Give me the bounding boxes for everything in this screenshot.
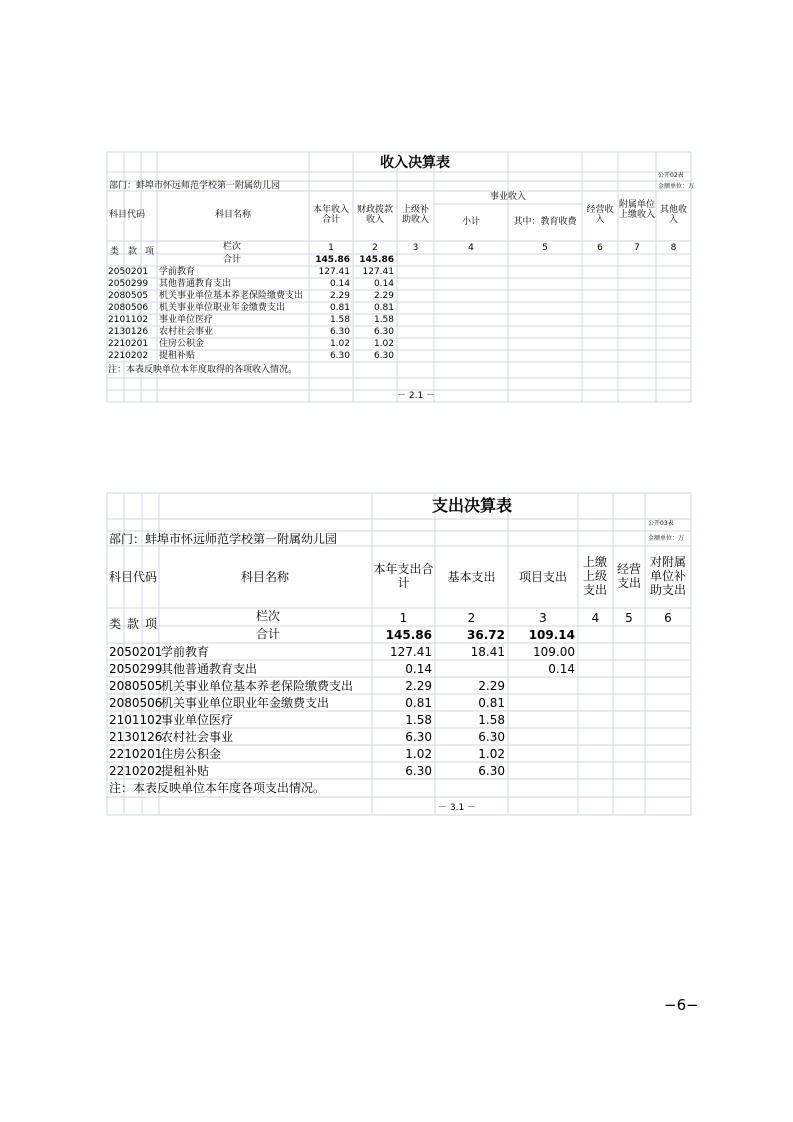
income-label-lanci: 栏次 <box>223 242 242 252</box>
expense-colnum-6: 6 <box>664 611 672 625</box>
income-colnum-3: 3 <box>412 243 419 253</box>
income-header-c5: 其中：教育收费 <box>513 217 577 227</box>
income-page-number: － 2.1 － <box>397 391 436 401</box>
expense-row-name: 住房公积金 <box>161 747 222 761</box>
income-row-c2: 1.02 <box>373 339 394 349</box>
income-row-code: 2080505 <box>108 291 149 301</box>
expense-row-name: 机关事业单位职业年金缴费支出 <box>161 696 330 710</box>
expense-row-name: 其他普通教育支出 <box>161 662 258 676</box>
income-row-c2: 0.14 <box>373 279 394 289</box>
expense-row-name: 农村社会事业 <box>161 730 234 744</box>
income-row-name: 学前教育 <box>159 267 196 277</box>
expense-row-c2: 6.30 <box>478 764 505 778</box>
income-header-c8: 其他收入 <box>659 205 687 226</box>
expense-row-code: 2050299 <box>109 662 163 676</box>
expense-header-c5: 经营支出 <box>616 562 641 590</box>
expense-label-total: 合计 <box>256 627 281 641</box>
expense-header-c6: 对附属单位补助支出 <box>649 555 686 597</box>
expense-total-c3: 109.14 <box>528 628 575 642</box>
income-header-c4: 小计 <box>461 217 480 227</box>
income-label-kuan: 款 <box>128 247 138 257</box>
expense-row-c2: 0.81 <box>478 696 505 710</box>
expense-row-c1: 1.02 <box>405 747 432 761</box>
income-row-c2: 6.30 <box>373 327 394 337</box>
expense-row-code: 2101102 <box>109 713 163 727</box>
expense-header-code: 科目代码 <box>109 570 158 584</box>
expense-header-c2: 基本支出 <box>447 570 496 584</box>
income-row-name: 机关事业单位职业年金缴费支出 <box>159 303 286 313</box>
income-row-c1: 0.14 <box>329 279 350 289</box>
income-colnum-6: 6 <box>597 243 603 253</box>
expense-label-xiang: 项 <box>145 617 158 631</box>
expense-row-c2: 2.29 <box>478 679 505 693</box>
expense-page-number: － 3.1 － <box>438 803 477 813</box>
expense-row-c1: 0.81 <box>405 696 432 710</box>
expense-amount-unit: 金额单位：万 <box>648 535 685 542</box>
income-header-c6: 经营收入 <box>586 205 614 226</box>
income-label-xiang: 项 <box>145 247 155 257</box>
expense-row-c3: 0.14 <box>548 662 575 676</box>
income-row-name: 事业单位医疗 <box>159 315 214 325</box>
income-row-c1: 2.29 <box>329 291 350 301</box>
income-colnum-7: 7 <box>634 243 640 253</box>
expense-label-kuan: 款 <box>127 617 140 631</box>
expense-row-c1: 1.58 <box>405 713 432 727</box>
expense-row-code: 2050201 <box>109 645 163 659</box>
income-header-c3: 上级补助收入 <box>401 205 429 226</box>
income-form-code: 公开02表 <box>658 172 684 179</box>
expense-note: 注：本表反映单位本年度各项支出情况。 <box>109 781 326 795</box>
expense-table-title: 支出决算表 <box>432 496 513 515</box>
income-row-c2: 2.29 <box>373 291 394 301</box>
income-total-c2: 145.86 <box>359 255 394 265</box>
income-row-code: 2210201 <box>108 339 149 349</box>
expense-row-code: 2130126 <box>109 730 163 744</box>
expense-row-c3: 109.00 <box>533 645 575 659</box>
expense-row-c2: 6.30 <box>478 730 505 744</box>
expense-label-lei: 类 <box>109 617 122 631</box>
expense-label-lanci: 栏次 <box>256 609 281 623</box>
expense-row-c2: 1.02 <box>478 747 505 761</box>
income-header-c7: 附属单位上缴收入 <box>619 200 656 221</box>
expense-total-c2: 36.72 <box>467 628 505 642</box>
income-row-name: 住房公积金 <box>159 339 205 349</box>
expense-row-c1: 0.14 <box>405 662 432 676</box>
income-colnum-1: 1 <box>328 243 334 253</box>
income-row-name: 提租补贴 <box>159 351 196 361</box>
expense-row-c2: 18.41 <box>470 645 505 659</box>
income-label-total: 合计 <box>223 255 242 265</box>
income-row-name: 农村社会事业 <box>159 327 214 337</box>
income-row-code: 2050299 <box>108 279 149 289</box>
expense-header-c4: 上缴上级支出 <box>582 555 607 597</box>
document-page-number: −6− <box>664 996 699 1014</box>
income-row-c2: 1.58 <box>373 315 394 325</box>
income-label-lei: 类 <box>110 247 120 257</box>
expense-header-c1: 本年支出合计 <box>373 562 434 590</box>
income-header-c2: 财政拨款收入 <box>356 205 393 226</box>
expense-row-c1: 6.30 <box>405 764 432 778</box>
expense-department: 部门：蚌埠市怀远师范学校第一附属幼儿园 <box>109 532 338 546</box>
income-total-c1: 145.86 <box>315 255 350 265</box>
income-row-code: 2210202 <box>108 351 149 361</box>
income-row-c1: 0.81 <box>329 303 350 313</box>
income-row-c1: 6.30 <box>329 351 350 361</box>
income-colnum-4: 4 <box>468 243 474 253</box>
income-colnum-8: 8 <box>670 243 677 253</box>
expense-row-name: 提租补贴 <box>161 764 210 778</box>
expense-form-code: 公开03表 <box>648 520 674 527</box>
expense-row-name: 学前教育 <box>161 645 210 659</box>
expense-colnum-4: 4 <box>591 611 600 625</box>
expense-colnum-2: 2 <box>467 611 476 625</box>
expense-row-c1: 2.29 <box>405 679 432 693</box>
expense-colnum-1: 1 <box>399 611 408 625</box>
income-note: 注：本表反映单位本年度取得的各项收入情况。 <box>108 365 298 375</box>
income-row-code: 2130126 <box>108 327 149 337</box>
income-row-name: 机关事业单位基本养老保险缴费支出 <box>159 291 304 301</box>
income-amount-unit: 金额单位：万 <box>658 183 695 190</box>
expense-row-c2: 1.58 <box>478 713 505 727</box>
income-row-code: 2101102 <box>108 315 149 325</box>
income-row-code: 2080506 <box>108 303 149 313</box>
expense-row-code: 2080506 <box>109 696 163 710</box>
income-colnum-2: 2 <box>372 243 378 253</box>
income-row-c1: 6.30 <box>329 327 350 337</box>
expense-colnum-3: 3 <box>539 611 547 625</box>
expense-row-code: 2210202 <box>109 764 163 778</box>
income-row-c2: 6.30 <box>373 351 394 361</box>
income-header-name: 科目名称 <box>215 210 252 220</box>
income-row-c2: 127.41 <box>362 267 394 277</box>
income-row-c1: 1.02 <box>329 339 350 349</box>
income-row-c2: 0.81 <box>373 303 394 313</box>
expense-row-code: 2210201 <box>109 747 163 761</box>
expense-row-name: 事业单位医疗 <box>161 713 234 727</box>
expense-colnum-5: 5 <box>625 611 633 625</box>
expense-total-c1: 145.86 <box>385 628 432 642</box>
expense-row-code: 2080505 <box>109 679 163 693</box>
income-header-c1: 本年收入合计 <box>312 205 349 226</box>
income-row-name: 其他普通教育支出 <box>159 279 232 289</box>
income-row-c1: 1.58 <box>329 315 350 325</box>
income-colnum-5: 5 <box>542 243 548 253</box>
income-row-c1: 127.41 <box>318 267 350 277</box>
expense-header-name: 科目名称 <box>241 570 290 584</box>
income-table-title: 收入决算表 <box>380 155 450 171</box>
expense-row-name: 机关事业单位基本养老保险缴费支出 <box>161 679 354 693</box>
expense-header-c3: 项目支出 <box>518 570 567 584</box>
expense-row-c1: 127.41 <box>390 645 432 659</box>
income-header-code: 科目代码 <box>109 210 146 220</box>
income-header-group: 事业收入 <box>489 192 526 202</box>
income-department: 部门：蚌埠市怀远师范学校第一附属幼儿园 <box>109 181 281 191</box>
income-row-code: 2050201 <box>108 267 149 277</box>
expense-row-c1: 6.30 <box>405 730 432 744</box>
